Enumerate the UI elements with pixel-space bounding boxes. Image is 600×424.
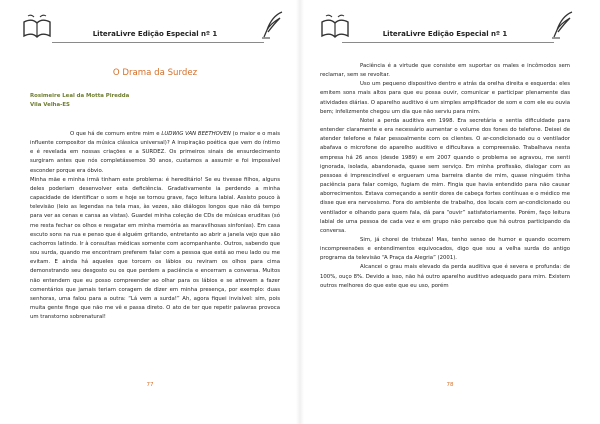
author-block [30,92,280,110]
author-name: Rosimeire Leal da Motta Piredda [30,93,130,99]
quill-pen-icon [260,10,286,40]
italic-name: LUDWIG VAN BEETHOVEN [161,131,231,137]
right-page [300,0,600,424]
header-rule [342,42,554,43]
quill-pen-icon [550,10,576,40]
header-rule [52,42,264,43]
article-title: O Drama da Surdez [112,68,198,78]
page-number: 78 [446,382,454,388]
left-page-header [30,0,280,48]
paragraph: Alcancei o grau mais elevado da perda auditiva que é severa e profunda: de 100%, ouço 8%. Devido a isso, não há outro aparelho auditivo adequado para mim. Existem outros melhores do que este que eu uso, porém [320,264,570,289]
header-title: LiteraLivre Edição Especial nº 1 [382,30,508,38]
paragraph: Sim, já chorei de tristeza! Mas, tenho senso de humor e quando ocorrem incompreensões e entendimentos equivocados, digo que sou a velha surda do antigo programa da televisão “A Praça da Alegria” (2001). [320,236,570,262]
paragraph: Notei a perda auditiva em 1998. Era secretária e sentia dificuldade para entender claramente e era necessário aumentar o volume dos fones do telefone. Deixei de atender telefone e falar pessoalmente com os clientes. O ar-condicionado ou o ventilador abafava o microfone do aparelho auditivo e dificultava a compreensão. Trabalhava nesta empresa há 26 anos (desde 1989) e em 2007 quando o problema se agravou, me senti ignorada, isolada, abandonada, quase sem serviço. Em minha profissão, dialogar com as pessoas é imprescindível e ergueram uma barreira diante de mim, quase ninguém tinha paciência para falar comigo, fugiam de mim. Fingia que havia entendido para não causar aborrecimentos. Estava começando a sentir dores de cabeça fortes contínuas e o médico me disse que era nervosismo. Fora do ambiente de trabalho, dos locais com ar-condicionado ou ventilador e olhando para quem fala, dá para “ouvir” satisfatoriamente. Porém, faço leitura labial de uma pessoa de cada vez e em grupo não percebo que há outros participando da conversa. [320,117,570,234]
right-page-header [320,0,570,48]
header-title: LiteraLivre Edição Especial nº 1 [92,30,218,38]
literalivre-book-logo-icon [22,14,52,40]
paragraph: Minha mãe e minha irmã tinham este problema: é hereditário! Se eu tivesse filhos, alguns deles poderiam desenvolver esta deficiência. Gradativamente ia perdendo a minha capacidade de identificar o som e hoje se tornou grave, faço leitura labial. Assisto pouco à televisão (leio as legendas na tela mas, às vezes, são diálogos longos que não dá tempo para ver as cenas e cansa as vistas). Guardei minha coleção de CDs de músicas eruditas (só me resta fechar os olhos e resgatar em minha memória as maravilhosas sinfonias). Em casa escuto sons na rua e penso que é alguém gritando, entretanto ao abrir a janela vejo que são cachorros latindo. Ir à consultas médicas somente com acompanhante. Outros, sabendo que sou surda, quando me encontram preferem falar com a pessoa que está ao meu lado ou me evitam. E ainda há aqueles que torcem os lábios ou reviram os olhos para cima demonstrando seu desgosto ou os que perdem a paciência e encerram a conversa. Muitos não entendem que eu posso compreender ao olhar para os lábios e se atrevem a fazer comentários que jamais teriam coragem de dizer em minha presença, por exemplo: duas senhoras, uma falou para a outra: “Lá vem a surda!” Ah, agora fiquei invisível: sim, pois muita gente finge que não me vê e passa direto. O ato de ter que repetir palavras provoca um transtorno sobrenatural! [30,176,280,321]
paragraph-text: O que há de comum entre mim e [70,131,162,137]
author-location: Vila Velha-ES [30,102,70,108]
left-body-text [30,130,280,322]
paragraph: Paciência é a virtude que consiste em suportar os males e incômodos sem reclamar, sem se revoltar. [320,63,570,79]
right-body-text [320,62,570,291]
paragraph [30,130,280,176]
paragraph: Uso um pequeno dispositivo dentro e atrás da orelha direita e esquerda: eles emitem sons mais altos para que eu possa ouvir, comunicar e participar plenamente das atividades diárias. O aparelho auditivo é um simples amplificador de som e com ele eu ouvia bem; infelizmente chegou um dia que não serviu para mim. [320,81,570,115]
page-number: 77 [146,382,154,388]
paragraph-text: (o maior e o mais influente compositor da música clássica universal)? A inspiração poética que vem do íntimo e é revelada em nossas criações e a SURDEZ. Os primeiros sinais de ensurdecimento surgiram antes que nós completássemos 30 anos, custamos a assumir e foi impossível esconder porque era óbvio. [30,131,280,174]
